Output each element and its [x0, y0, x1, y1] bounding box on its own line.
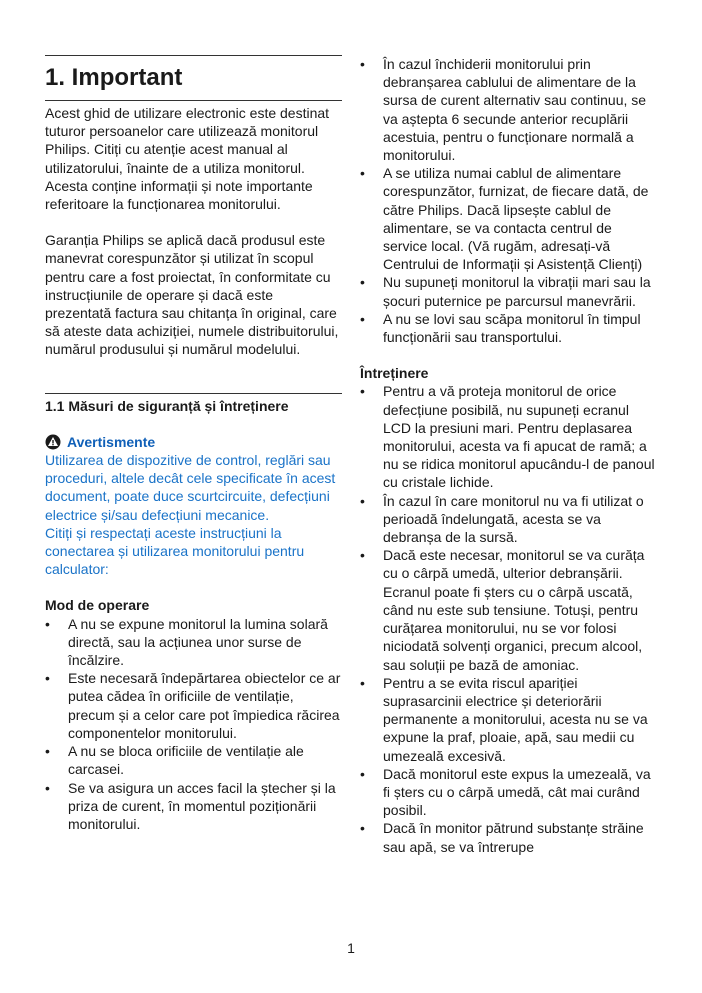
- list-item: • În cazul închiderii monitorului prin debranșarea cablului de alimentare de la sursa de curent alternativ sau continuu, se va aștepta 6 secunde anterior recuplării acestuia, pentru o funcționare normală a monitorului.: [360, 55, 658, 164]
- warning-triangle-icon: [45, 434, 61, 450]
- warning-text-2: Citiți și respectați aceste instrucțiuni la conectarea și utilizarea monitorului pentru calculator:: [45, 524, 305, 578]
- list-item: • În cazul în care monitorul nu va fi utilizat o perioadă îndelungată, acesta se va debranșa de la sursă.: [360, 492, 658, 547]
- list-item: • Nu supuneți monitorul la vibrații mari sau la șocuri puternice pe parcursul manevrării.: [360, 273, 658, 309]
- warning-heading: [45, 433, 342, 451]
- list-item: • Pentru a vă proteja monitorul de orice defecțiune posibilă, nu supuneți ecranul LCD la presiuni mari. Pentru deplasarea monitorului, acesta va fi apucat de ramă; a nu se ridica monitorul apucându-l de panoul cu cristale lichide.: [360, 382, 658, 491]
- warning-text: Utilizarea de dispozitive de control, reglări sau proceduri, altele decât cele specificate în acest document, poate duce scurtcircuite, defecțiuni electrice și/sau defecțiuni mecanice.: [45, 452, 336, 523]
- list-item: • Se va asigura un acces facil la ștecher și la priza de curent, în momentul poziționării monitorului.: [45, 779, 342, 834]
- maintenance-list: [360, 382, 658, 855]
- title-bottom-rule: [45, 100, 342, 101]
- operation-heading: Mod de operare: [45, 597, 150, 614]
- list-item: • A nu se bloca orificiile de ventilație ale carcasei.: [45, 742, 342, 778]
- list-item: • Dacă este necesar, monitorul se va curăța cu o cârpă umedă, ulterior debranșării. Ecranul poate fi șters cu o cârpă uscată, când nu este sub tensiune. Totuși, pentru curățarea monitorului, nu se vor folosi niciodată solvenți organici, precum alcool, sau soluții pe bază de amoniac.: [360, 546, 658, 673]
- left-column: [45, 55, 342, 833]
- list-item: • A se utiliza numai cablul de alimentare corespunzător, furnizat, de fiecare dată, de către Philips. Dacă lipsește cablul de alimentare, se va contacta centrul de service local. (Vă rugăm, adresați-vă Centrului de Informații și Asistență Clienți): [360, 164, 658, 273]
- list-item: • A nu se lovi sau scăpa monitorul în timpul funcționării sau transportului.: [360, 310, 658, 346]
- operation-list-continued: [360, 55, 658, 346]
- title-top-rule: [45, 55, 342, 56]
- page-number: 1: [347, 940, 355, 956]
- list-item: • Dacă în monitor pătrund substanțe străine sau apă, se va întrerupe: [360, 819, 658, 855]
- warning-title: Avertismente: [67, 433, 156, 450]
- right-column: [360, 55, 658, 856]
- page-title: 1. Important: [45, 64, 183, 91]
- maintenance-heading: Întreținere: [360, 365, 429, 382]
- warranty-paragraph: Garanția Philips se aplică dacă produsul este manevrat corespunzător și utilizat în scopul pentru care a fost proiectat, în conformitate cu instrucțiunile de operare și dacă este prezentată factura sau chitanța în original, care să ateste data achiziției, numele distribuitorului, numărul produsului și numărul modelului.: [45, 232, 339, 358]
- list-item: • Dacă monitorul este expus la umezeală, va fi șters cu o cârpă umedă, cât mai curând posibil.: [360, 765, 658, 820]
- list-item: • A nu se expune monitorul la lumina solară directă, sau la acțiunea unor surse de încălzire.: [45, 615, 342, 670]
- list-item: • Pentru a se evita riscul apariției suprasarcinii electrice și deteriorării permanente a monitorului, acesta nu se va expune la praf, ploaie, apă, sau medii cu umezeală excesivă.: [360, 674, 658, 765]
- section-title: 1.1 Măsuri de siguranță și întreținere: [45, 397, 289, 414]
- list-item: • Este necesară îndepărtarea obiectelor ce ar putea cădea în orificiile de ventilație, precum și a celor care pot împiedica răcirea componentelor monitorului.: [45, 669, 342, 742]
- operation-list: [45, 615, 342, 833]
- intro-paragraph: Acest ghid de utilizare electronic este destinat tuturor persoanelor care utilizează monitorul Philips. Citiți cu atenție acest manual al utilizatorului, înainte de a utiliza monitorul. Acesta conține informații și note importante referitoare la funcționarea monitorului.: [45, 105, 330, 213]
